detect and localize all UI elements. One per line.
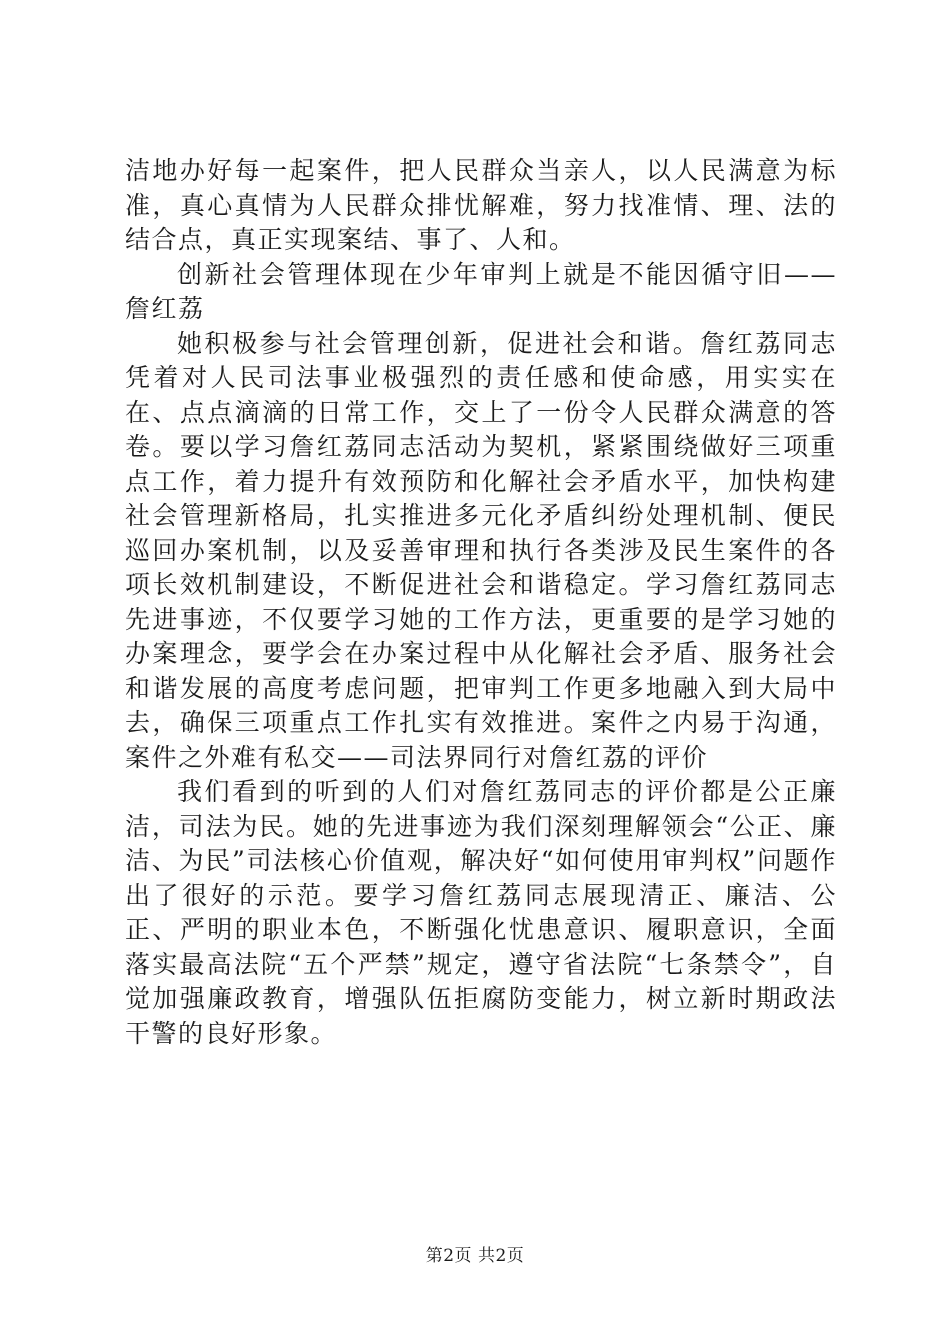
paragraph-3: 她积极参与社会管理创新，促进社会和谐。詹红荔同志凭着对人民司法事业极强烈的责任感和使命感，用实实在在、点点滴滴的日常工作，交上了一份令人民群众满意的答卷。要以学习詹红荔同志活动为契机，紧紧围绕做好三项重点工作，着力提升有效预防和化解社会矛盾水平，加快构建社会管理新格局，扎实推进多元化矛盾纠纷处理机制、便民巡回办案机制，以及妥善审理和执行各类涉及民生案件的各项长效机制建设，不断促进社会和谐稳定。学习詹红荔同志先进事迹，不仅要学习她的工作方法，更重要的是学习她的办案理念，要学会在办案过程中从化解社会矛盾、服务社会和谐发展的高度考虑问题，把审判工作更多地融入到大局中去，确保三项重点工作扎实有效推进。案件之内易于沟通，案件之外难有私交——司法界同行对詹红荔的评价 <box>125 328 837 772</box>
paragraph-2-heading: 创新社会管理体现在少年审判上就是不能因循守旧——詹红荔 <box>125 259 837 323</box>
paragraph-1: 洁地办好每一起案件，把人民群众当亲人，以人民满意为标准，真心真情为人民群众排忧解难，努力找准情、理、法的结合点，真正实现案结、事了、人和。 <box>125 156 837 254</box>
paragraph-4: 我们看到的听到的人们对詹红荔同志的评价都是公正廉洁，司法为民。她的先进事迹为我们深刻理解领会“公正、廉洁、为民”司法核心价值观，解决好“如何使用审判权”问题作出了很好的示范。要学习詹红荔同志展现清正、廉洁、公正、严明的职业本色，不断强化忧患意识、履职意识，全面落实最高法院“五个严禁”规定，遵守省法院“七条禁令”，自觉加强廉政教育，增强队伍拒腐防变能力，树立新时期政法干警的良好形象。 <box>125 777 837 1048</box>
page-number-footer: 第2页 共2页 <box>425 1246 525 1266</box>
document-body <box>125 154 837 1051</box>
